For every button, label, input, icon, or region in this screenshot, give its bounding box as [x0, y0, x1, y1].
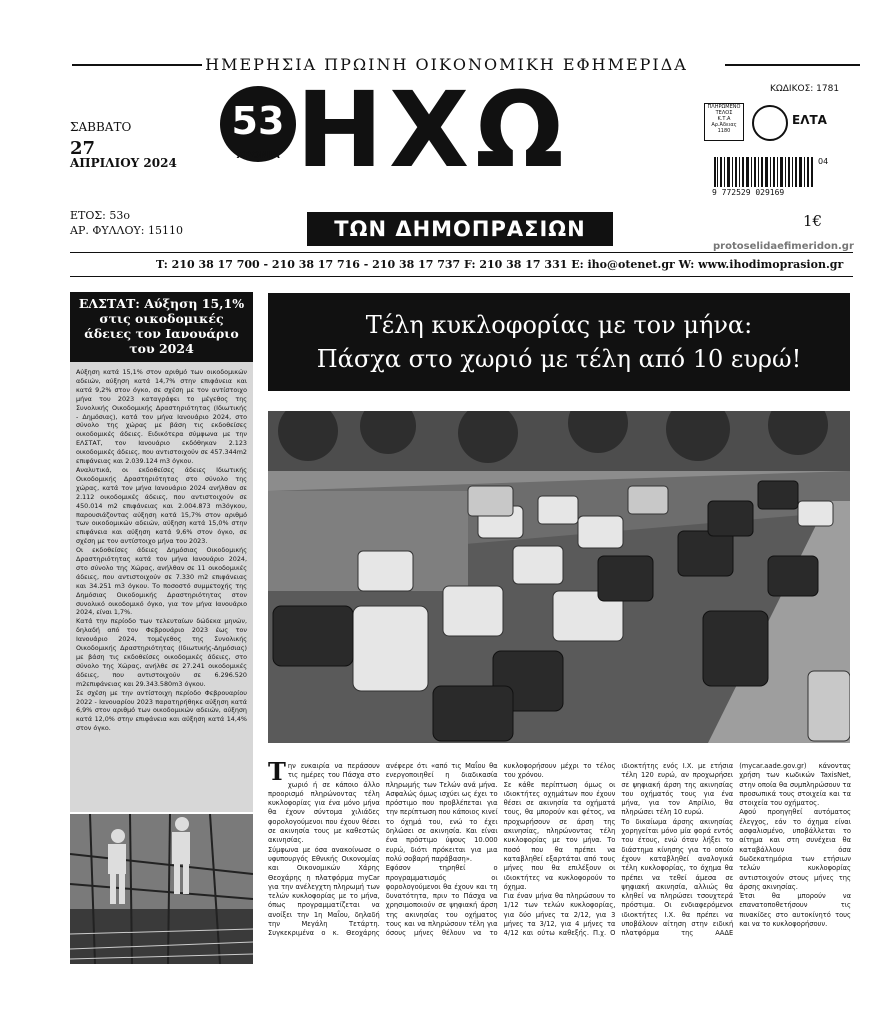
- badge-word: ΧΡΟΝΙΑ: [236, 150, 280, 161]
- sidebar-body: [70, 362, 253, 733]
- date-day-name: ΣΑΒΒΑΤΟ: [70, 120, 132, 134]
- stamp-line: ΠΛΗΡΩΜΕΝΟ: [707, 104, 741, 110]
- contacts-line: T: 210 38 17 700 - 210 38 17 716 - 210 38 17 737 F: 210 38 17 331 E: iho@otenet.gr W: www.ihodimoprasion.gr: [156, 258, 844, 271]
- main-dropcap: Τ: [268, 757, 286, 786]
- sidebar-headline: ΕΛΣΤΑΤ: Αύξηση 15,1% στις οικοδομικές άδειες τον Ιανουάριο του 2024: [70, 292, 253, 362]
- sidebar-paragraph: Σε σχέση με την αντίστοιχη περίοδο Φεβρουαρίου 2022 - Ιανουαρίου 2023 παρατηρήθηκε αύξηση κατά 6,9% στον αριθμό των οικοδομικών αδειών, αύξηση κατά 12,0% στην επιφάνεια και αύξηση κατά 14,4% στον όγκο.: [76, 688, 247, 733]
- postage-paid-stamp: [704, 103, 744, 141]
- main-paragraph: Αφού προηγηθεί αυτόματος έλεγχος, εάν το όχημα είναι ασφαλισμένο, υποβάλλεται το αίτημα και στη συνέχεια θα καταβάλλουν όσα δωδεκατημόρια των ετήσιων τελών κυκλοφορίας αντιστοιχούν στους μήνες της άρσης ακινησίας.: [739, 808, 851, 891]
- sidebar-paragraph: Κατά την περίοδο των τελευταίων δώδεκα μηνών, δηλαδή από τον Φεβρουάριο 2023 έως τον Ιανουάριο 2024, τομέγεθος της Συνολικής Οικοδομικής Δραστηριότητας (Ιδιωτικής-Δημόσιας) με βάση τις εκδοθείσες οικοδομικές άδειες, στο σύνολο της Χώρας, ανήλθε σε 27.241 οικοδομικές άδειες, που αντιστοιχούν σε 6.296.520 m2επιφάνειας και 29.343.580m3 όγκου.: [76, 617, 247, 688]
- construction-workers-photo: [70, 814, 253, 964]
- traffic-photo: [268, 411, 850, 743]
- tagline-rule-left: [72, 64, 202, 66]
- sidebar-paragraph: Αναλυτικά, οι εκδοθείσες άδειες Ιδιωτικής Οικοδομικής Δραστηριότητας στο σύνολο της χώρας, κατά τον μήνα Ιανουάριο 2024 ανήλθαν σε 2.112 οικοδομικές άδειες, που αντιστοιχούν σε 450.014 m2 επιφάνειας και 2.004.873 m3όγκου, παρουσιάζοντας αύξηση κατά 15,7% στον αριθμό των οικοδομικών αδειών, αύξηση κατά 15,0% στην επιφάνεια και αύξηση κατά 9,6% στον όγκο, σε σχέση με τον αντίστοιχο μήνα του 2023.: [76, 465, 247, 546]
- tagline-rule-right: [725, 64, 860, 66]
- sheet-label: ΑΡ. ΦΥΛΛΟΥ: 15110: [70, 224, 183, 237]
- elta-logo: ΕΛΤΑ: [792, 113, 827, 127]
- sidebar-article: [70, 292, 253, 812]
- main-article-body: [268, 757, 851, 962]
- main-paragraph: Το δικαίωμα άρσης ακινησίας χορηγείται μόνο μία φορά εντός του έτους, ενώ όταν λήξει το διάστημα κίνησης για το οποίο έχουν καταβληθεί αναλογικά τέλη κυκλοφορίας, το όχημα θα πρέπει να τεθεί άμεσα σε ψηφιακή ακινησία, αλλιώς θα κληθεί να πληρώσει τσουχτερά πρόστιμα. Οι ενδιαφερόμενοι ιδιοκτήτες I.X. θα πρέπει να υποβάλουν αίτηση στην ειδική πλατφόρμα της ΑΑΔΕ (mycar.aade.gov.gr) κάνοντας χρήση των κωδικών TaxisNet, στην οποία θα συμπληρώσουν τα προσωπικά τους στοιχεία και τα στοιχεία του οχήματος.: [621, 762, 851, 938]
- date-month-year: ΑΠΡΙΛΙΟΥ 2024: [70, 156, 177, 170]
- barcode-icon: [714, 157, 814, 187]
- stamp-line: ΤΕΛΟΣ: [715, 110, 733, 116]
- year-label: ΕΤΟΣ: 53ο: [70, 209, 130, 222]
- main-paragraph: Σε κάθε περίπτωση όμως οι ιδιοκτήτες οχημάτων που έχουν θέσει σε ακινησία τα οχήματά τους, θα μπορούν και φέτος, να προχωρήσουν σε άρση της ακινησίας, πληρώνοντας τέλη κυκλοφορίας με τον μήνα. Το ποσό που θα πρέπει να καταβληθεί εξαρτάται από τους μήνες που θα επιλέξουν οι ιδιοκτήτες να κυκλοφορούν το όχημα.: [503, 780, 616, 891]
- logo-main: ΗΧΩ: [296, 69, 570, 191]
- anniversary-badge: [218, 84, 298, 164]
- watermark: protoselidaefimeridon.gr: [713, 241, 854, 252]
- price: 1€: [803, 212, 823, 230]
- main-paragraph: Σύμφωνα με όσα ανακοίνωσε ο υφυπουργός Εθνικής Οικονομίας και Οικονομικών Χάρης Θεοχάρης η πλατφόρμα myCar για την ανέλεγχτη πληρωμή των τελών κυκλοφορίας με το μήνα, όπως προγραμματίζεται να ανοίξει την 1η Μαΐου, δηλαδή την Μεγάλη Τετάρτη. Συγκεκριμένα ο κ. Θεοχάρης ανέφερε ότι «από τις Μαΐου θα ενεργοποιηθεί η διαδικασία πληρωμής των Τελών ανά μήνα. Ασφαλώς όμως ισχύει ως έχει το πρόστιμο που προβλέπεται για την περίπτωση που κάποιος κινεί το όχημά του, ενώ το έχει δηλώσει σε ακινησία. Και είναι ένα πρόστιμο ύψους 10.000 ευρώ, διότι πρόκειται για μια πολύ σοβαρή παράβαση».: [268, 762, 498, 938]
- main-headline-line1: Τέλη κυκλοφορίας με τον μήνα:: [365, 311, 753, 339]
- masthead-tagline: ΗΜΕΡΗΣΙΑ ΠΡΩΙΝΗ ΟΙΚΟΝΟΜΙΚΗ ΕΦΗΜΕΡΙΔΑ: [205, 55, 688, 74]
- badge-number: 53: [231, 99, 285, 143]
- main-headline: [268, 293, 850, 391]
- issue-block: [70, 208, 183, 238]
- date-day: 27: [70, 138, 96, 159]
- sidebar-paragraph: Αύξηση κατά 15,1% στον αριθμό των οικοδομικών αδειών, αύξηση κατά 14,7% στην επιφάνεια και κατά 9,2% στον όγκο, σε σχέση με τον αντίστοιχο μήνα του 2023 καταγράφει το μέγεθος της Συνολικής Οικοδομικής Δραστηριότητας (Ιδιωτικής - Δημόσιας), κατά τον μήνα Ιανουάριο 2024, στο σύνολο της χώρας με βάση τις εκδοθείσες οικοδομικές άδειες. Ειδικότερα σύμφωνα με την ΕΛΣΤΑΤ, τον Ιανουάριο εκδόθηκαν 2.123 οικοδομικές άδειες, που αντιστοιχούν σε 457.344m2 επιφάνειας και 2.039.124 m3 όγκου.: [76, 368, 247, 466]
- round-seal-icon: [752, 105, 788, 141]
- main-headline-line2: Πάσχα στο χωριό με τέλη από 10 ευρώ!: [316, 345, 802, 373]
- contacts-rule-bottom: [70, 276, 853, 277]
- stamp-line: 1180: [717, 128, 731, 134]
- code-label: ΚΩΔΙΚΟΣ: 1781: [770, 84, 840, 94]
- barcode-number: 9 772529 029169: [712, 188, 785, 197]
- main-paragraph: Για έναν μήνα θα πληρώσουν το 1/12 των τελών κυκλοφορίας, για δύο μήνες τα 2/12, για 3 μήνες τα 3/12, για 4 μήνες τα 4/12 και ούτω καθεξής. Π.χ. Ο ιδιοκτήτης ενός I.X. με ετήσια τέλη 120 ευρώ, αν προχωρήσει σε ψηφιακή άρση της ακινησίας του οχήματός τους για ένα μήνα, για τον Απρίλιο, θα πληρώσει τέλη 10 ευρώ.: [503, 762, 734, 938]
- date-block: [70, 120, 177, 171]
- main-paragraph: Έτσι θα μπορούν να επανατοποθετήσουν τις πινακίδες στο αυτοκίνητό τους και να το κυκλοφορήσουν.: [739, 892, 851, 929]
- sidebar-paragraph: Οι εκδοθείσες άδειες Δημόσιας Οικοδομικής Δραστηριότητας κατά τον μήνα Ιανουάριο 2024, στο σύνολο της Χώρας, ανήλθαν σε 11 οικοδομικές άδειες, που αντιστοιχούν σε 7.330 m2 επιφάνειας και 34.251 m3 όγκου. Το ποσοστό συμμετοχής της Δημόσιας Οικοδομικής Δραστηριότητας στον συνολικό οικοδομικό όγκο, για τον μήνα Ιανουάριο 2024, είναι 1,7%.: [76, 546, 247, 617]
- stamp-line: Κ.Τ.Α: [717, 116, 731, 122]
- main-paragraph: ην ευκαιρία να περάσουν τις ημέρες του Πάσχα στο χωριό ή σε κάποιο άλλο προορισμό πληρώνοντας τέλη κυκλοφορίας για ένα μόνο μήνα θα έχουν σύντομα χιλιάδες φορολογούμενοι που έχουν θέσει σε ακινησία τους με καθεστώς ακινησίας.: [268, 762, 380, 845]
- barcode-issue: 04: [818, 157, 829, 166]
- stamp-line: Αρ.Άδειας: [711, 122, 737, 128]
- logo-sub: ΤΩΝ ΔΗΜΟΠΡΑΣΙΩΝ: [307, 212, 613, 246]
- contacts-rule-top: [70, 252, 853, 253]
- main-paragraph: Εφόσον τηρηθεί ο προγραμματισμός οι φορολογούμενοι θα έχουν και τη δυνατότητα, πριν το Πάσχα να χρησιμοποιούν σε ψηφιακή άρση της ακινησίας του οχήματος τους και να πληρώσουν τέλη για όσους μήνες θέλουν να το κυκλοφορήσουν μέχρι το τέλος του χρόνου.: [385, 762, 616, 938]
